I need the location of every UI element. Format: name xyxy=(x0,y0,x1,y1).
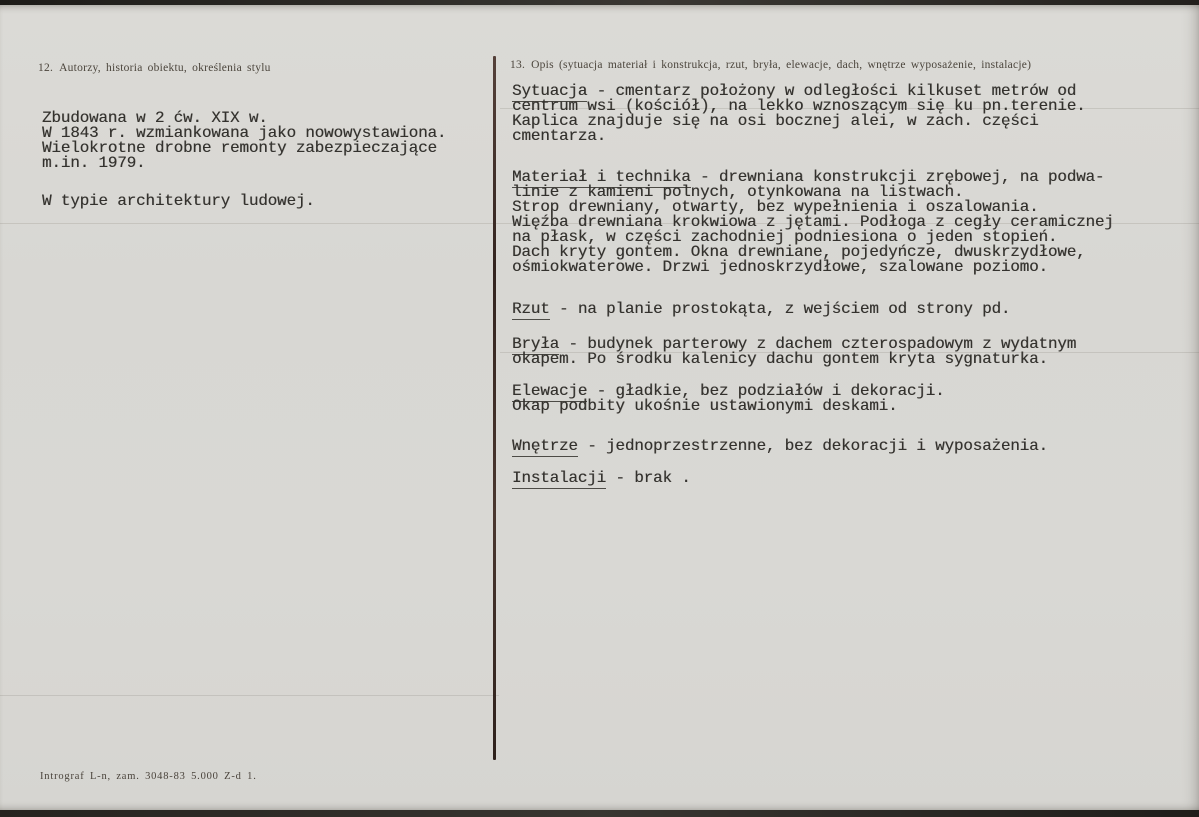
section-13-body xyxy=(512,84,1177,486)
text-line: linie z kamieni polnych, otynkowana na listwach. xyxy=(512,183,964,201)
section-12-number: 12. xyxy=(38,62,54,74)
paragraph-material-technika xyxy=(512,170,1177,275)
paragraph-elewacje xyxy=(512,384,1177,414)
paragraph-history xyxy=(42,111,487,171)
printer-imprint: Intrograf L-n, zam. 3048-83 5.000 Z-d 1. xyxy=(40,771,257,782)
text-line-rest: - brak . xyxy=(606,469,691,487)
text-line-rest: - gładkie, bez podziałów i dekoracji. xyxy=(587,382,945,400)
scan-edge-bottom xyxy=(0,810,1199,817)
paragraph-rzut xyxy=(512,302,1177,317)
paragraph-sytuacja xyxy=(512,84,1177,144)
paragraph-style xyxy=(42,194,487,209)
underlined-term: Bryła xyxy=(512,335,560,353)
text-line-rest: - budynek parterowy z dachem czterospadowym z wydatnym xyxy=(559,335,1077,353)
text-line: Wielokrotne drobne remonty zabezpieczające xyxy=(42,139,437,157)
text-line xyxy=(512,302,1177,317)
section-13-number: 13. xyxy=(510,59,526,71)
column-divider-rule xyxy=(493,56,496,760)
text-line: ośmiokwaterowe. Drzwi jednoskrzydłowe, szalowane poziomo. xyxy=(512,258,1048,276)
text-line: Okap podbity ukośnie ustawionymi deskami. xyxy=(512,397,898,415)
underlined-term: Instalacji xyxy=(512,469,607,487)
text-line: Więźba drewniana krokwiowa z jętami. Podłoga z cegły ceramicznej xyxy=(512,213,1114,231)
text-line xyxy=(512,439,1177,454)
paper-crease xyxy=(0,695,499,696)
paragraph-bryla xyxy=(512,337,1177,367)
text-line: okapem. Po środku kalenicy dachu gontem kryta sygnaturka. xyxy=(512,350,1048,368)
underlined-term: Elewacje xyxy=(512,382,588,400)
section-12-title: Autorzy, historia obiektu, określenia stylu xyxy=(59,62,271,74)
text-line-rest: - drewniana konstrukcji zrębowej, na podwa- xyxy=(690,168,1105,186)
section-12-heading xyxy=(38,62,271,74)
text-line: Strop drewniany, otwarty, bez wypełnienia i oszalowania. xyxy=(512,198,1039,216)
paragraph-wnetrze xyxy=(512,439,1177,454)
text-line: Kaplica znajduje się na osi bocznej alei, w zach. części xyxy=(512,112,1039,130)
text-line: Dach kryty gontem. Okna drewniane, pojedyńcze, dwuskrzydłowe, xyxy=(512,243,1086,261)
section-13-title: Opis (sytuacja materiał i konstrukcja, rzut, bryła, elewacje, dach, wnętrze wyposażenie, instalacje) xyxy=(531,59,1032,71)
text-line: na płask, w części zachodniej podniesiona o jeden stopień. xyxy=(512,228,1058,246)
paragraph-instalacji xyxy=(512,471,1177,486)
section-12-body xyxy=(42,111,487,209)
underlined-term: Wnętrze xyxy=(512,437,578,455)
section-13-heading xyxy=(510,59,1031,71)
text-line: W typie architektury ludowej. xyxy=(42,192,315,210)
text-line: centrum wsi (kościół), na lekko wznoszącym się ku pn.terenie. xyxy=(512,97,1086,115)
underlined-term: Rzut xyxy=(512,300,550,318)
text-line: cmentarza. xyxy=(512,127,607,145)
text-line-rest: - cmentarz położony w odległości kilkuset metrów od xyxy=(587,82,1077,100)
text-line: W 1843 r. wzmiankowana jako nowowystawiona. xyxy=(42,124,447,142)
underlined-term: Sytuacja xyxy=(512,82,588,100)
text-line-rest: - jednoprzestrzenne, bez dekoracji i wyposażenia. xyxy=(577,437,1048,455)
text-line: m.in. 1979. xyxy=(42,154,146,172)
text-line: Zbudowana w 2 ćw. XIX w. xyxy=(42,109,268,127)
text-line xyxy=(512,471,1177,486)
scan-edge-top xyxy=(0,0,1199,5)
text-line-rest: - na planie prostokąta, z wejściem od strony pd. xyxy=(549,300,1011,318)
underlined-term: Materiał i technika xyxy=(512,168,691,186)
